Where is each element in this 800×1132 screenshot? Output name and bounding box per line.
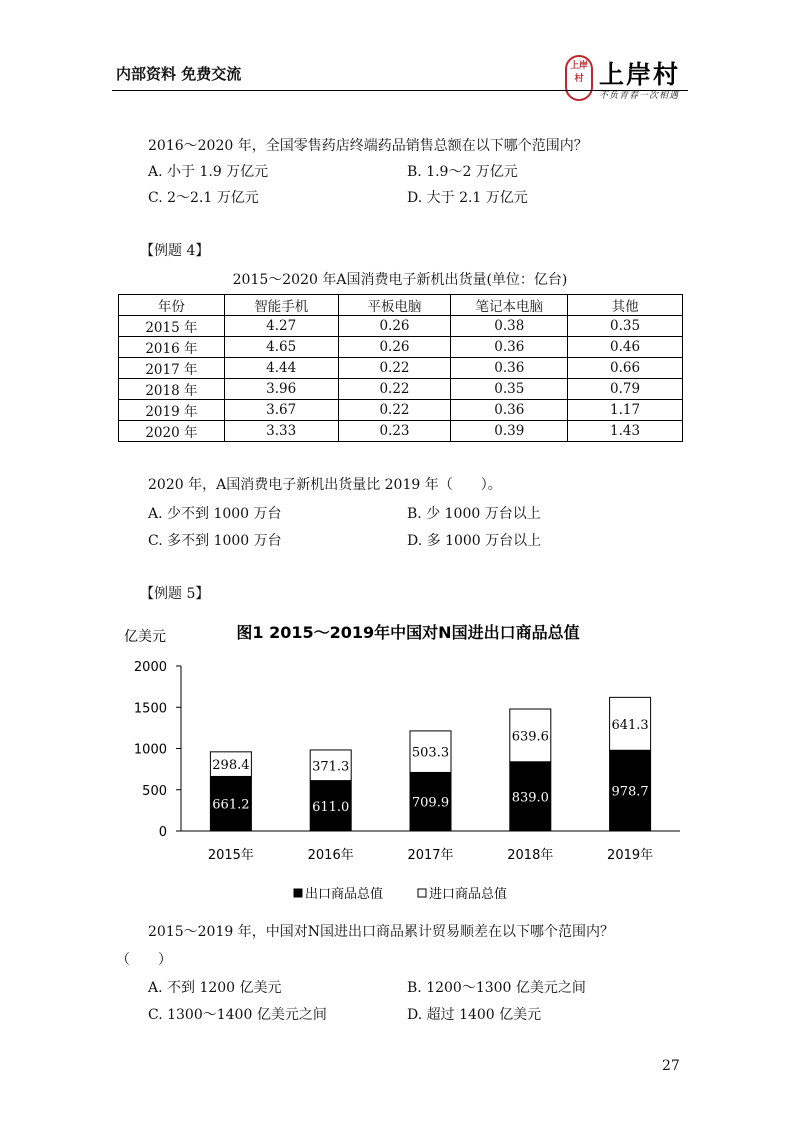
table-cell: 0.46 — [568, 337, 683, 358]
page-number: 27 — [662, 1058, 680, 1074]
table-cell: 0.36 — [451, 400, 568, 421]
table-cell: 0.66 — [568, 358, 683, 379]
y-tick-label: 0 — [158, 825, 167, 840]
q3-option-c: C. 2～2.1 万亿元 — [148, 190, 259, 206]
table-cell: 0.22 — [338, 358, 451, 379]
q3-question: 2016～2020 年，全国零售药店终端药品销售总额在以下哪个范围内？ — [148, 138, 588, 154]
header-title: 内部资料 免费交流 — [116, 65, 242, 83]
ex5-option-c: C. 1300～1400 亿美元之间 — [148, 1007, 327, 1023]
table-cell: 0.35 — [451, 379, 568, 400]
logo-slogan: 不负青春一次相遇 — [599, 91, 680, 101]
legend-label-export: 出口商品总值 — [305, 887, 384, 902]
table-header-row — [119, 295, 683, 316]
bar-export-label: 978.7 — [611, 784, 649, 800]
y-tick-label: 1000 — [133, 742, 167, 758]
table-header-cell: 年份 — [119, 295, 225, 316]
data-table — [118, 294, 683, 442]
y-tick-label: 2000 — [133, 660, 167, 675]
table-cell: 4.27 — [224, 316, 338, 337]
ex5-question-line2: （ ） — [116, 952, 172, 968]
table-cell: 2019 年 — [119, 400, 225, 421]
ex4-question: 2020 年，A国消费电子新机出货量比 2019 年（ ）。 — [148, 477, 502, 493]
table-cell: 0.35 — [568, 316, 683, 337]
x-tick-label: 2017年 — [407, 848, 454, 863]
x-tick-label: 2018年 — [507, 848, 554, 863]
legend-swatch-export — [294, 889, 302, 897]
x-tick-label: 2016年 — [307, 848, 354, 863]
table-cell: 1.43 — [568, 421, 683, 442]
table-cell: 4.44 — [224, 358, 338, 379]
q3-option-b: B. 1.9～2 万亿元 — [407, 164, 518, 180]
table-row — [119, 316, 683, 337]
table-cell: 1.17 — [568, 400, 683, 421]
stacked-bar-chart — [0, 610, 800, 910]
table-cell: 2017 年 — [119, 358, 225, 379]
table-cell: 0.36 — [451, 337, 568, 358]
table-cell: 2018 年 — [119, 379, 225, 400]
bar-import-label: 641.3 — [611, 717, 649, 733]
table-title: 2015～2020 年A国消费电子新机出货量(单位：亿台) — [232, 272, 568, 288]
x-tick-label: 2015年 — [207, 848, 254, 863]
table-header-cell: 其他 — [568, 295, 683, 316]
table-cell: 2015 年 — [119, 316, 225, 337]
example-4-label: 【例题 4】 — [140, 243, 210, 259]
bar-export-label: 611.0 — [312, 799, 350, 815]
table-header-cell: 智能手机 — [224, 295, 338, 316]
bar-import-label: 298.4 — [212, 758, 250, 774]
ex4-option-a: A. 少不到 1000 万台 — [148, 506, 282, 522]
example-5-label: 【例题 5】 — [140, 586, 210, 602]
table-row — [119, 337, 683, 358]
ex5-option-d: D. 超过 1400 亿美元 — [407, 1007, 542, 1023]
ex4-option-d: D. 多 1000 万台以上 — [407, 533, 542, 549]
table-cell: 3.33 — [224, 421, 338, 442]
table-row — [119, 379, 683, 400]
legend-label-import: 进口商品总值 — [429, 887, 508, 902]
table-header-cell: 笔记本电脑 — [451, 295, 568, 316]
table-cell: 0.22 — [338, 379, 451, 400]
table-cell: 0.23 — [338, 421, 451, 442]
table-cell: 0.39 — [451, 421, 568, 442]
chart-title: 图1 2015～2019年中国对N国进出口商品总值 — [236, 623, 580, 642]
ex5-option-b: B. 1200～1300 亿美元之间 — [407, 980, 586, 996]
table-row — [119, 400, 683, 421]
bar-import-label: 639.6 — [511, 729, 549, 745]
x-tick-label: 2019年 — [607, 848, 654, 863]
table-cell: 3.67 — [224, 400, 338, 421]
logo-brand-text: 上岸村 — [599, 60, 681, 89]
q3-option-a: A. 小于 1.9 万亿元 — [148, 164, 269, 180]
table-cell: 2016 年 — [119, 337, 225, 358]
table-row — [119, 358, 683, 379]
header-divider — [112, 90, 688, 91]
y-tick-label: 500 — [142, 783, 167, 799]
bar-export-label: 709.9 — [411, 795, 450, 811]
bar-import-label: 503.3 — [411, 745, 450, 761]
ex5-question-line1: 2015～2019 年，中国对N国进出口商品累计贸易顺差在以下哪个范围内？ — [148, 924, 614, 940]
table-cell: 2020 年 — [119, 421, 225, 442]
bar-export-label: 661.2 — [212, 797, 250, 813]
logo-seal: 上岸村 — [565, 55, 593, 101]
table-cell: 0.36 — [451, 358, 568, 379]
table-cell: 0.26 — [338, 316, 451, 337]
logo — [565, 55, 695, 105]
table-cell: 0.26 — [338, 337, 451, 358]
ex4-option-b: B. 少 1000 万台以上 — [407, 506, 541, 522]
ex5-option-a: A. 不到 1200 亿美元 — [148, 980, 282, 996]
table-row — [119, 421, 683, 442]
table-header-cell: 平板电脑 — [338, 295, 451, 316]
bar-import-label: 371.3 — [312, 759, 350, 775]
table-cell: 0.79 — [568, 379, 683, 400]
y-axis-label: 亿美元 — [124, 629, 166, 645]
legend-swatch-import — [418, 889, 426, 897]
ex4-option-c: C. 多不到 1000 万台 — [148, 533, 282, 549]
table-cell: 0.22 — [338, 400, 451, 421]
y-tick-label: 1500 — [133, 701, 167, 717]
bar-export-label: 839.0 — [511, 790, 549, 806]
table-cell: 4.65 — [224, 337, 338, 358]
table-cell: 0.38 — [451, 316, 568, 337]
table-cell: 3.96 — [224, 379, 338, 400]
q3-option-d: D. 大于 2.1 万亿元 — [407, 190, 528, 206]
